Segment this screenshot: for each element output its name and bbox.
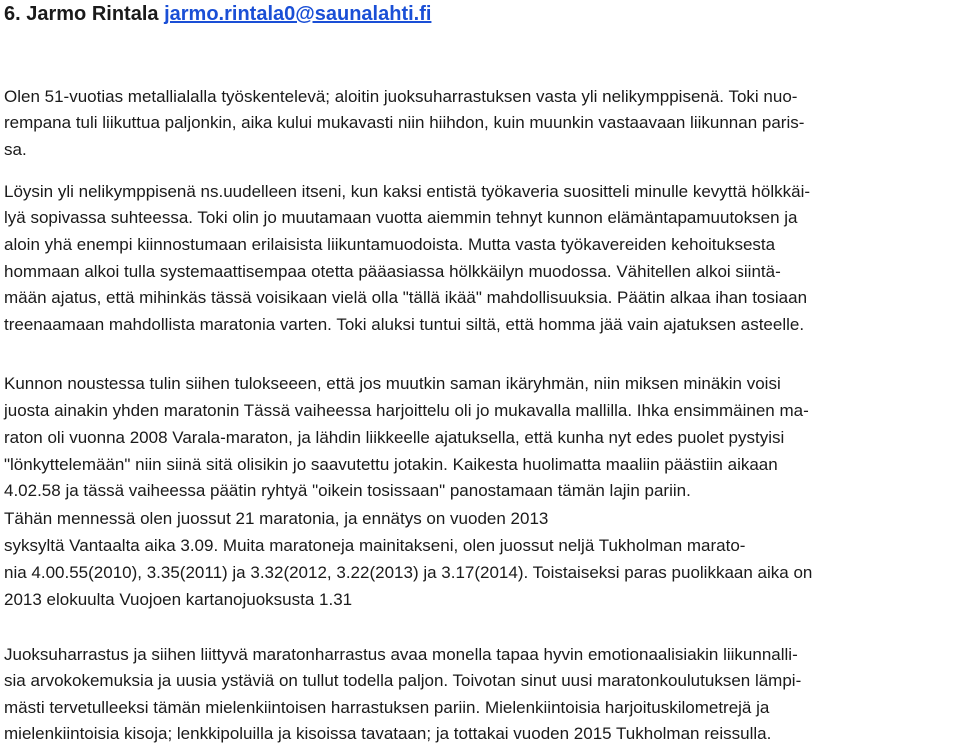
text-line: nia 4.00.55(2010), 3.35(2011) ja 3.32(2012, 3.22(2013) ja 3.17(2014). Toistaiseksi paras puolikkaan aika on — [4, 563, 813, 582]
text-line: aloin yhä enempi kiinnostumaan erilaisista liikuntamuodoista. Mutta vasta työkavereiden kehoituksesta — [4, 235, 776, 254]
text-line: Juoksuharrastus ja siihen liittyvä maratonharrastus avaa monella tapaa hyvin emotionaalisiakin liikunnalli- — [4, 645, 798, 664]
text-line: "lönkyttelemään" niin siinä sitä olisikin jo saavutettu jotakin. Kaikesta huolimatta maaliin päästiin aikaan — [4, 455, 778, 474]
text-line: mään ajatus, että mihinkäs tässä voisikaan vielä olla "tällä ikää" mahdollisuuksia. Päätin alkaa ihan tosiaan — [4, 288, 808, 307]
text-line: sa. — [4, 140, 27, 159]
text-line: treenaamaan mahdollista maratonia varten. Toki aluksi tuntui siltä, että homma jää vain ajatuksen asteelle. — [4, 315, 805, 334]
heading-name: 6. Jarmo Rintala — [4, 3, 159, 25]
text-line: rempana tuli liikuttua paljonkin, aika kului mukavasti niin hiihdon, kuin muunkin vastaavaan liikunnan paris- — [4, 113, 805, 132]
text-line: mästi tervetulleeksi tämän mielenkiintoisen harrastuksen pariin. Mielenkiintoisia harjoituskilometrejä ja — [4, 698, 770, 717]
text-line: mielenkiintoisia kisoja; lenkkipoluilla ja kisoissa tavataan; ja tottakai vuoden 2015 Tukholman reissulla. — [4, 724, 772, 743]
text-line: Kunnon noustessa tulin siihen tulokseeen, että jos muutkin saman ikäryhmän, niin miksen minäkin voisi — [4, 374, 781, 393]
text-line: lyä sopivassa suhteessa. Toki olin jo muutamaan vuotta aiemmin tehnyt kunnon elämäntapamuutoksen ja — [4, 208, 798, 227]
text-line: hommaan alkoi tulla systemaattisempaa otetta pääasiassa hölkkäilyn muodossa. Vähitellen alkoi siintä- — [4, 262, 781, 281]
text-line: Löysin yli nelikymppisenä ns.uudelleen itseni, kun kaksi entistä työkaveria suositteli minulle kevyttä hölkkäi- — [4, 182, 811, 201]
section-heading — [4, 0, 431, 28]
text-line: Tähän mennessä olen juossut 21 maratonia, ja ennätys on vuoden 2013 — [4, 509, 549, 528]
text-line: raton oli vuonna 2008 Varala-maraton, ja lähdin liikkeelle ajatuksella, että kunha nyt edes puolet pystyisi — [4, 428, 785, 447]
text-line: syksyltä Vantaalta aika 3.09. Muita maratoneja mainitakseni, olen juossut neljä Tukholman marato- — [4, 536, 746, 555]
text-line: sia arvokokemuksia ja uusia ystäviä on tullut todella paljon. Toivotan sinut uusi maratonkoulutuksen lämpi- — [4, 671, 802, 690]
text-line: juosta ainakin yhden maratonin Tässä vaiheessa harjoittelu oli jo mukavalla mallilla. Ihka ensimmäinen ma- — [4, 401, 809, 420]
text-line: Olen 51-vuotias metallialalla työskentelevä; aloitin juoksuharrastuksen vasta yli nelikymppisenä. Toki nuo- — [4, 87, 798, 106]
text-line: 2013 elokuulta Vuojoen kartanojuoksusta 1.31 — [4, 590, 353, 609]
text-line: 4.02.58 ja tässä vaiheessa päätin ryhtyä "oikein tosissaan" panostamaan tämän lajin pariin. — [4, 481, 691, 500]
email-link[interactable]: jarmo.rintala0@saunalahti.fi — [164, 3, 432, 25]
